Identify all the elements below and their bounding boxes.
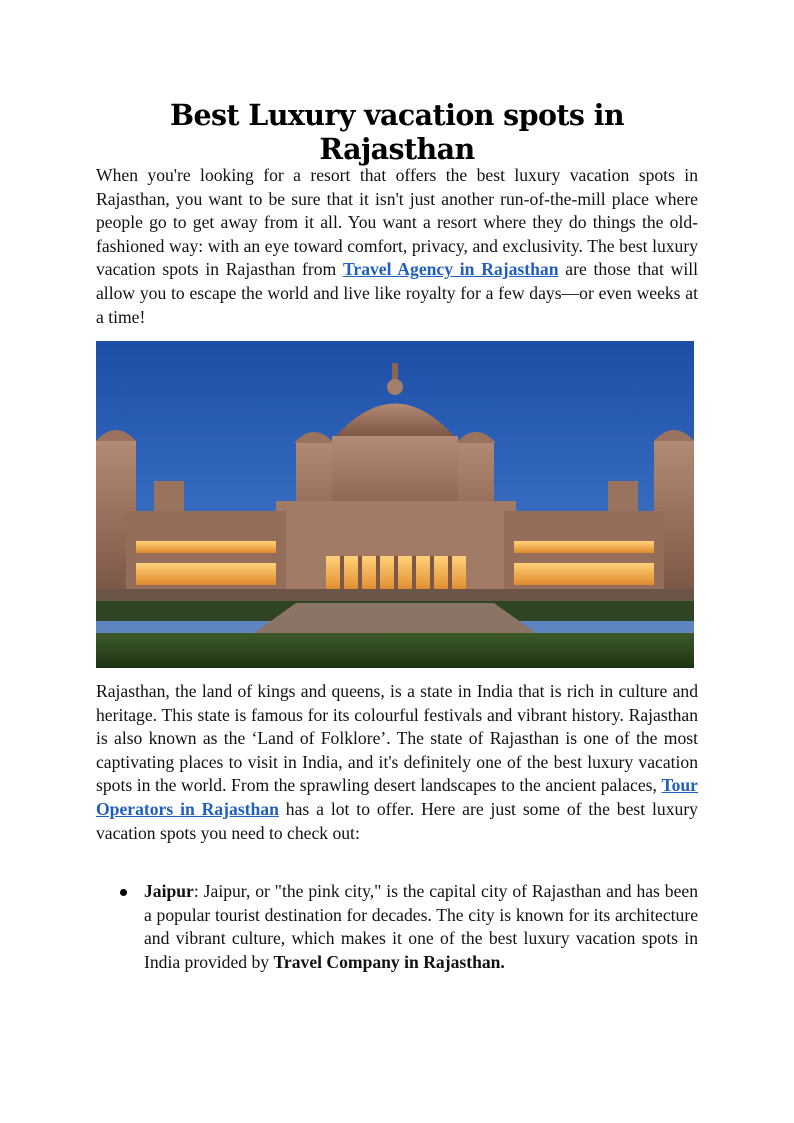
- destination-list: [96, 880, 698, 974]
- palace-illustration: [96, 341, 694, 668]
- second-text-start: Rajasthan, the land of kings and queens, is a state in India that is rich in culture and heritage. This state is famous for its colourful festivals and vibrant history. Rajasthan is also known as the ‘Land of Folklore’. The state of Rajasthan is one of the most captivating places to visit in India, and it's definitely one of the best luxury vacation spots in the world. From the sprawling desert landscapes to the ancient palaces,: [96, 681, 698, 796]
- palace-image: [96, 341, 694, 668]
- travel-agency-link[interactable]: Travel Agency in Rajasthan: [342, 259, 559, 280]
- page-title: Best Luxury vacation spots in Rajasthan: [169, 98, 625, 166]
- tour-operators-link[interactable]: Tour Operators in Rajasthan: [96, 775, 698, 819]
- intro-text-end: are those that will allow you to escape the world and live like royalty for a few days—or even weeks at a time!: [96, 259, 699, 327]
- list-item-term: Jaipur: [144, 881, 194, 901]
- second-text-end: has a lot to offer. Here are just some of the best luxury vacation spots you need to check out:: [96, 798, 698, 843]
- list-item-text: : Jaipur, or "the pink city," is the capital city of Rajasthan and has been a popular tourist destination for decades. The city is known for its architecture and vibrant culture, which makes it one of the best luxury vacation spots in India provided by: [144, 881, 698, 972]
- bullet-icon: [120, 889, 127, 896]
- intro-text-start: When you're looking for a resort that offers the best luxury vacation spots in Rajasthan, you want to be sure that it isn't just another run-of-the-mill place where people go to get away from it all. You want a resort where they do things the old-fashioned way: with an eye toward comfort, privacy, and exclusivity. The best luxury vacation spots in Rajasthan from: [96, 165, 698, 280]
- intro-paragraph: [96, 164, 698, 329]
- list-item: [96, 880, 698, 974]
- list-item-bold-end: Travel Company in Rajasthan.: [273, 951, 505, 972]
- second-paragraph: [96, 680, 698, 845]
